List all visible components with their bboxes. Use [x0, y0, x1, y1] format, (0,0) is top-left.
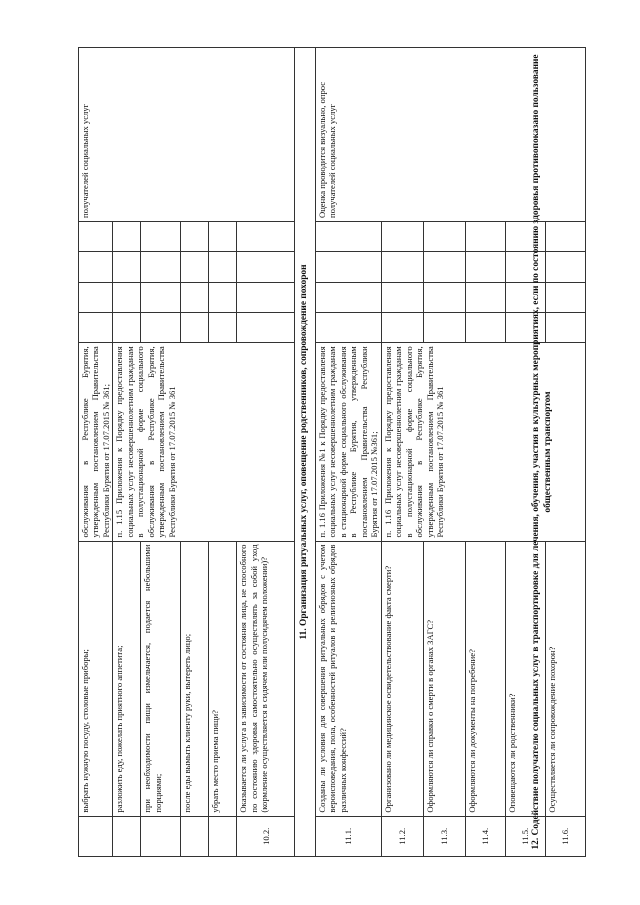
mark-cell [315, 222, 381, 252]
mark-cell [237, 222, 295, 252]
mark-cell [181, 312, 209, 342]
mark-cell [237, 282, 295, 312]
row-number: 11.1. [315, 816, 381, 856]
mark-cell [79, 222, 113, 252]
mark-cell [315, 282, 381, 312]
mark-cell [181, 252, 209, 282]
mark-cell [465, 282, 505, 312]
row-number [181, 816, 209, 856]
mark-cell [113, 312, 141, 342]
mark-cell [237, 312, 295, 342]
criterion-cell: Оформляются ли документы на погребение? [465, 541, 505, 816]
mark-cell [381, 282, 423, 312]
mark-cell [465, 222, 505, 252]
legal-basis-cell: обслуживания в Республике Бурятия, утвержденным постановлением Правительства Республики Бурятия от 17.07.2015 № 361; [79, 343, 113, 541]
criterion-cell: при необходимости пищи измельчается, подается небольшими порциями; [141, 541, 181, 816]
table-row [315, 48, 381, 857]
row-number: 11.5. [505, 816, 545, 856]
mark-cell [465, 252, 505, 282]
mark-cell [237, 252, 295, 282]
mark-cell [209, 252, 237, 282]
row-number [209, 816, 237, 856]
row-number [141, 816, 181, 856]
criterion-cell: после еды вымыть клиенту руки, вытереть лицо; [181, 541, 209, 816]
mark-cell [141, 252, 181, 282]
row-number: 10.2. [237, 816, 295, 856]
mark-cell [465, 312, 505, 342]
mark-cell [209, 312, 237, 342]
mark-cell [113, 252, 141, 282]
legal-basis-cell: п. 1.16 Приложения №1 к Порядку предоставления социальных услуг несовершеннолетним гражданам в стационарной форме социального обслуживания в Республике Бурятия, утвержденным постановлением Правительства Республики Бурятия от 17.07.2015 №361; [315, 343, 381, 541]
criterion-cell: Оповещаются ли родственники? [505, 541, 545, 816]
mark-cell [113, 282, 141, 312]
section-12-title: 12. Содействие получателю социальных услуг в транспортировке для лечения, обучения, участия в культурных мероприятиях, если по состоянию здоровья противопоказано пользование общественным транспортом [531, 54, 554, 850]
inspection-table [78, 47, 586, 857]
mark-cell [381, 252, 423, 282]
mark-cell [79, 312, 113, 342]
row-number: 11.6. [545, 816, 585, 856]
criterion-cell: Оказывается ли услуга в зависимости от состояния лица, не способного по состоянию здоровья самостоятельно осуществлять за собой уход (кормление осуществляется в сидячем или полусидячем положении)? [237, 541, 295, 816]
mark-cell [209, 222, 237, 252]
mark-cell [141, 222, 181, 252]
assessment-cell: получателей социальных услуг [79, 48, 295, 222]
assessment-cell: Оценка проводится визуально, опрос получателей социальных услуг [315, 48, 585, 222]
criterion-cell: Созданы ли условия для совершения ритуальных обрядов с учетом вероисповедания, пола, особенностей ритуалов и религиозных обрядов различных конфессий? [315, 541, 381, 816]
criterion-cell: разложить еду, пожелать приятного аппетита; [113, 541, 141, 816]
criterion-cell: выбрать нужную посуду, столовые приборы; [79, 541, 113, 816]
row-number: 11.4. [465, 816, 505, 856]
mark-cell [79, 252, 113, 282]
mark-cell [423, 282, 465, 312]
mark-cell [209, 282, 237, 312]
mark-cell [181, 222, 209, 252]
row-number: 11.2. [381, 816, 423, 856]
section-11-row [295, 48, 315, 857]
row-number [79, 816, 113, 856]
mark-cell [423, 312, 465, 342]
section-11-title: 11. Организация ритуальных услуг, оповещение родственников, сопровождение похорон [295, 48, 315, 857]
criterion-cell: Организовано ли медицинское освидетельствование факта смерти? [381, 541, 423, 816]
mark-cell [141, 282, 181, 312]
mark-cell [315, 312, 381, 342]
mark-cell [381, 312, 423, 342]
mark-cell [141, 312, 181, 342]
table-row [79, 48, 113, 857]
mark-cell [315, 252, 381, 282]
mark-cell [79, 282, 113, 312]
mark-cell [181, 282, 209, 312]
row-number: 11.3. [423, 816, 465, 856]
criterion-cell: Осуществляется ли сопровождение похорон? [545, 541, 585, 816]
legal-basis-cell: п. 1.16 Приложения к Порядку предоставления социальных услуг несовершеннолетним гражданам в полустационарной форме социального обслуживания в Республике Бурятия, утвержденным постановлением Правительства Республики Бурятия от 17.07.2015 № 361 [381, 343, 585, 541]
criterion-cell: убрать место приема пищи? [209, 541, 237, 816]
mark-cell [423, 252, 465, 282]
row-number [113, 816, 141, 856]
mark-cell [381, 222, 423, 252]
mark-cell [423, 222, 465, 252]
criterion-cell: Оформляются ли справки о смерти в органах ЗАГС? [423, 541, 465, 816]
mark-cell [113, 222, 141, 252]
legal-basis-cell: п. 1.15 Приложения к Порядку предоставления социальных услуг несовершеннолетним гражданам в полустационарной форме социального обслуживания в Республике Бурятия, утвержденным постановлением Правительства Республики Бурятия от 17.07.2015 № 361 [113, 343, 295, 541]
